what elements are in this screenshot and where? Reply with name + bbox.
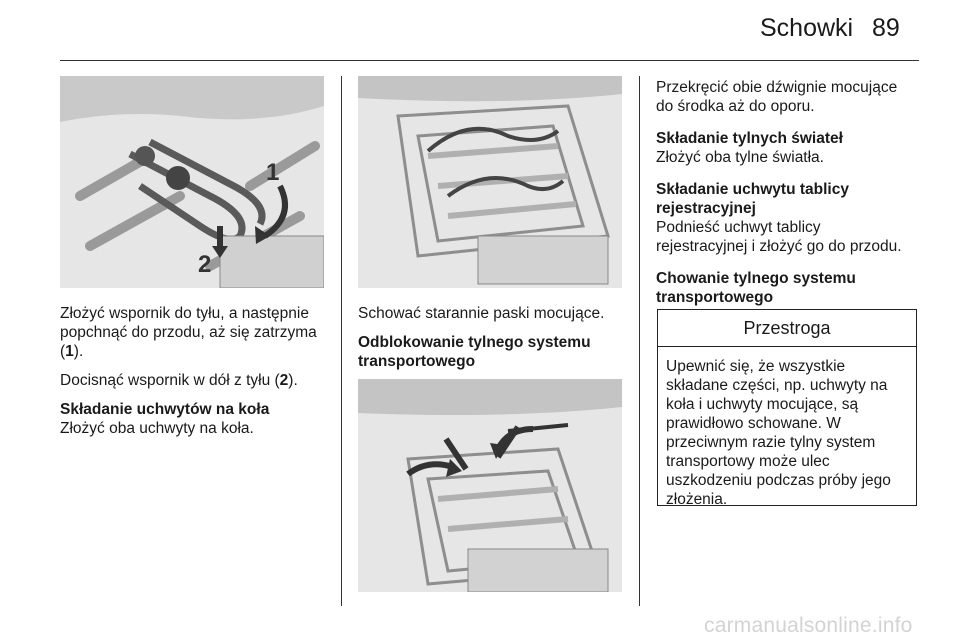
caution-line: składane części, np. uchwyty na bbox=[666, 377, 888, 394]
caution-line: złożenia. bbox=[666, 491, 728, 508]
column-3-text bbox=[656, 78, 926, 307]
caution-line: koła i uchwyty mocujące, są bbox=[666, 396, 859, 413]
caution-line: Upewnić się, że wszystkie bbox=[666, 358, 846, 375]
caution-box bbox=[657, 309, 917, 506]
paragraph-line: do środka aż do oporu. bbox=[656, 98, 815, 115]
column-1-text bbox=[60, 304, 332, 438]
caution-line: uszkodzeniu podczas próby jego bbox=[666, 472, 891, 489]
figure-folding-bracket bbox=[60, 76, 324, 288]
column-divider-right bbox=[639, 76, 640, 606]
callout-1: 1 bbox=[266, 159, 280, 186]
paragraph: Złożyć wspornik do tyłu, a następnie popchnąć do przodu, aż się zatrzyma (1). bbox=[60, 305, 317, 360]
section-heading-line: Odblokowanie tylnego systemu bbox=[358, 334, 591, 351]
paragraph: Złożyć oba tylne światła. bbox=[656, 149, 824, 166]
watermark: carmanualsonline.info bbox=[704, 614, 913, 637]
paragraph-line: Podnieść uchwyt tablicy bbox=[656, 219, 821, 236]
column-divider-left bbox=[341, 76, 342, 606]
paragraph: Docisnąć wspornik w dół z tyłu (2). bbox=[60, 372, 298, 389]
figure-straps-stowed bbox=[358, 76, 622, 288]
caution-line: przeciwnym razie tylny system bbox=[666, 434, 876, 451]
callout-2: 2 bbox=[198, 251, 212, 278]
page-number: 89 bbox=[872, 14, 900, 42]
section-heading-line: Składanie uchwytu tablicy bbox=[656, 181, 849, 198]
caution-line: prawidłowo schowane. W bbox=[666, 415, 841, 432]
section-heading: Składanie tylnych świateł bbox=[656, 130, 843, 147]
page-title: Schowki bbox=[760, 14, 854, 42]
column-2-text bbox=[358, 304, 630, 371]
caution-body bbox=[658, 347, 916, 509]
section-heading-line: transportowego bbox=[358, 353, 476, 370]
section-heading-line: rejestracyjnej bbox=[656, 200, 756, 217]
figure-unlock-levers bbox=[358, 379, 622, 592]
paragraph: Złożyć oba uchwyty na koła. bbox=[60, 420, 254, 437]
paragraph-line: rejestracyjnej i złożyć go do przodu. bbox=[656, 238, 902, 255]
header-rule bbox=[60, 60, 919, 61]
caution-title: Przestroga bbox=[658, 310, 916, 347]
paragraph-line: Przekręcić obie dźwignie mocujące bbox=[656, 79, 898, 96]
section-heading-line: Chowanie tylnego systemu bbox=[656, 270, 856, 287]
section-heading: Składanie uchwytów na koła bbox=[60, 401, 270, 418]
caution-line: transportowy może ulec bbox=[666, 453, 830, 470]
section-heading-line: transportowego bbox=[656, 289, 774, 306]
paragraph: Schować starannie paski mocujące. bbox=[358, 305, 605, 322]
